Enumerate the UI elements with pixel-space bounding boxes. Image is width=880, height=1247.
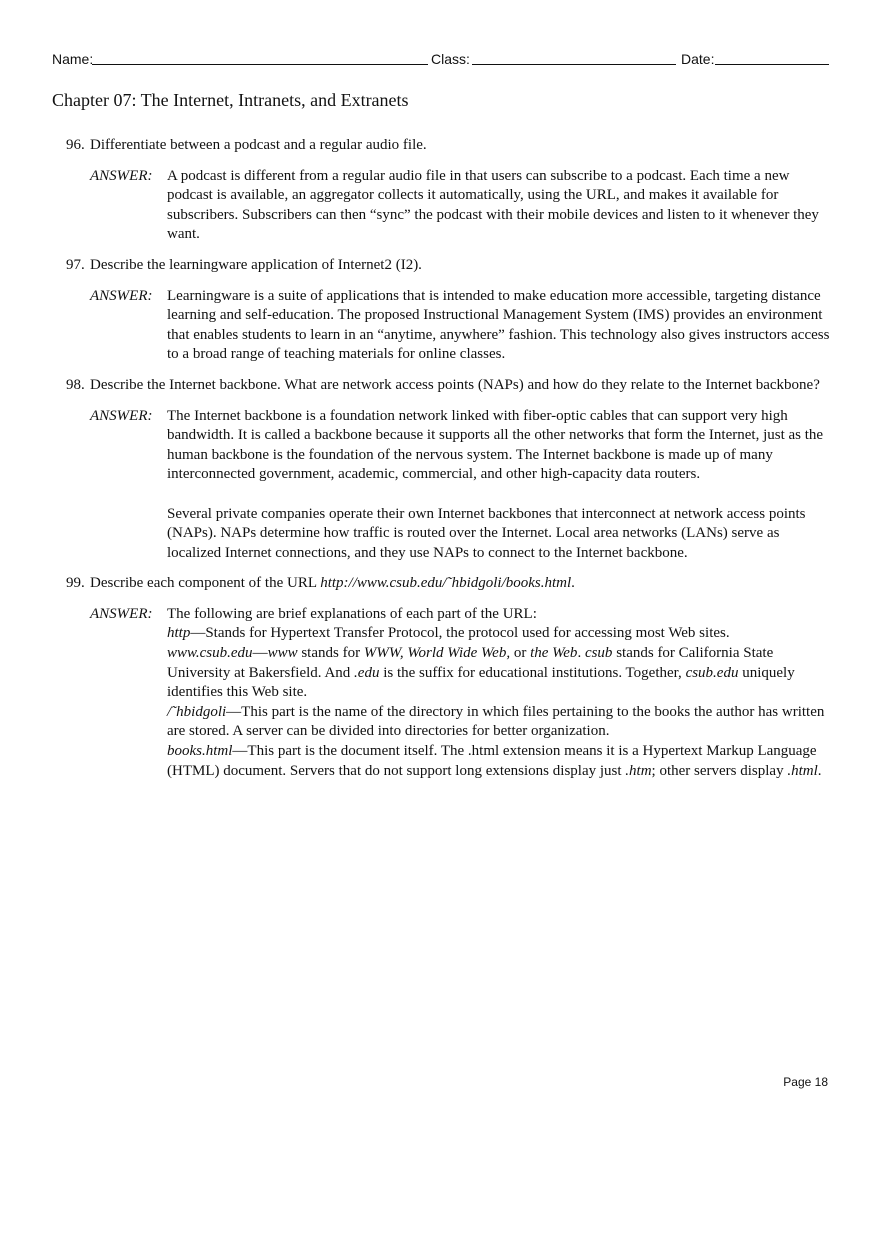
question-number: 99. — [66, 575, 85, 592]
question-body: Describe the Internet backbone. What are network access points (NAPs) and how do they relate to the Internet backbone? — [90, 376, 820, 393]
url-part-document — [167, 742, 836, 781]
answer-block — [66, 407, 836, 564]
class-field — [431, 51, 470, 67]
worksheet-header — [52, 51, 828, 71]
question-number: 96. — [66, 137, 85, 153]
term-directory: /˜hbidgoli — [167, 703, 227, 720]
text: is the suffix for educational institutions. Together, — [379, 664, 686, 681]
text: —This part is the document itself. The .html extension means it is a Hypertext Markup Language (HTML) document. Servers that do not support long extensions display just — [167, 743, 817, 779]
italic-html: .html — [787, 762, 818, 779]
italic-the-web: the Web — [530, 645, 578, 662]
question-body: Differentiate between a podcast and a regular audio file. — [90, 137, 427, 153]
answer-label: ANSWER: — [90, 167, 153, 184]
text: stands for California State University at Bakersfield. And — [167, 645, 774, 681]
text: ; other servers display — [651, 762, 788, 779]
text: . — [577, 645, 585, 662]
answer-label: ANSWER: — [90, 287, 153, 304]
answer-label: ANSWER: — [90, 605, 153, 622]
question-item — [66, 376, 836, 563]
answer-text: Learningware is a suite of applications that is intended to make education more accessible, targeting distance learning and self-education. The proposed Instructional Management System (IMS) provides an environment that enables students to learn in an “anytime, anywhere” fashion. This technology also gives instructors access to a broad range of teaching materials for online classes. — [167, 287, 830, 363]
class-blank — [472, 64, 676, 65]
question-number: 98. — [66, 376, 85, 393]
answer-intro: The following are brief explanations of each part of the URL: — [167, 605, 537, 622]
question-url: http://www.csub.edu/˜hbidgoli/books.html — [320, 575, 572, 592]
question-body: Describe each component of the URL — [90, 575, 321, 592]
answer-paragraph-1: The Internet backbone is a foundation network linked with fiber-optic cables that can support very high bandwidth. It is called a backbone because it supports all the other networks that form the Internet, just as the human backbone is the foundation of the nervous system. The Internet backbone is made up of many interconnected government, academic, commercial, and other high-capacity data routers. — [167, 407, 824, 483]
italic-csub-edu: csub.edu — [685, 664, 739, 681]
dash: — — [252, 645, 268, 662]
date-label: Date: — [681, 51, 715, 67]
text: . — [817, 762, 822, 779]
question-item — [66, 574, 836, 781]
question-text — [66, 376, 836, 396]
term-http: http — [167, 625, 191, 642]
url-part-directory — [167, 703, 836, 742]
italic-edu: .edu — [354, 664, 380, 681]
text: uniquely identifies this Web site. — [167, 664, 795, 701]
question-text — [66, 574, 836, 594]
term-document: books.html — [167, 743, 233, 760]
italic-www-full: WWW, World Wide Web, — [363, 645, 511, 662]
question-text — [66, 256, 836, 276]
answer-block — [66, 287, 836, 365]
question-item — [66, 136, 836, 245]
question-body: Describe the learningware application of Internet2 (I2). — [90, 256, 422, 273]
question-text — [66, 136, 836, 156]
date-blank — [715, 64, 829, 65]
desc-http: —Stands for Hypertext Transfer Protocol, the protocol used for accessing most Web sites. — [190, 625, 730, 642]
term-domain: www.csub.edu — [167, 645, 253, 662]
answer-block — [66, 605, 836, 781]
question-list — [66, 136, 836, 792]
question-number: 97. — [66, 256, 85, 273]
question-suffix: . — [571, 575, 575, 592]
url-part-http — [167, 624, 836, 644]
italic-www: www — [267, 645, 298, 662]
answer-text: A podcast is different from a regular audio file in that users can subscribe to a podcast. Each time a new podcast is available, an aggregator collects it automatically, using the URL, and makes it available for subscribers. Subscribers can then “sync” the podcast with their mobile devices and listen to it whenever they want. — [167, 167, 819, 243]
answer-label: ANSWER: — [90, 407, 153, 424]
italic-csub: csub — [584, 645, 613, 662]
answer-block — [66, 167, 836, 245]
page-number: Page 18 — [783, 1075, 828, 1089]
chapter-title: Chapter 07: The Internet, Intranets, and Extranets — [52, 90, 409, 110]
answer-paragraph-2: Several private companies operate their own Internet backbones that interconnect at network access points (NAPs). NAPs determine how traffic is routed over the Internet. Local area networks (LANs) serve as localized Internet connections, and they use NAPs to connect to the Internet backbone. — [167, 505, 806, 561]
text: or — [510, 645, 531, 662]
name-blank — [92, 64, 428, 65]
url-part-domain — [167, 644, 836, 703]
name-label: Name: — [52, 51, 94, 67]
date-field — [681, 51, 714, 67]
question-item — [66, 256, 836, 365]
desc-directory: —This part is the name of the directory in which files pertaining to the books the author has written are stored. A server can be divided into directories for better organization. — [167, 703, 825, 740]
name-field — [52, 51, 93, 67]
class-label: Class: — [431, 51, 470, 67]
text: stands for — [297, 645, 364, 662]
italic-htm: .htm — [625, 762, 652, 779]
